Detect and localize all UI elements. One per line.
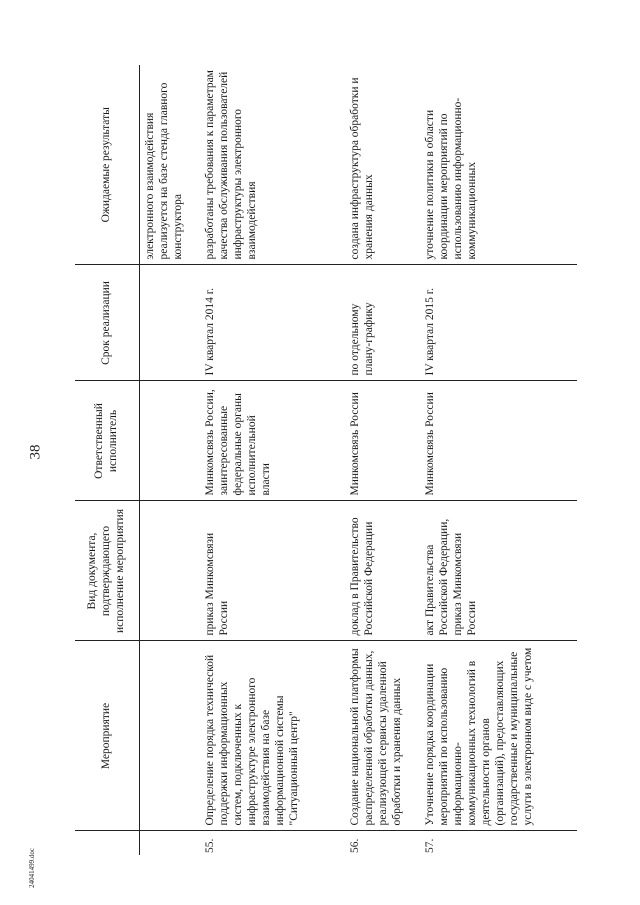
cell-event: Уточнение порядка координации мероприятий по использованию информационно-коммуникационных технологий в деятельности органов (организаций), предоставляющих государственные и муниципальные услуги в электронном виде с учетом — [417, 641, 577, 831]
table-row — [197, 65, 342, 855]
cell-document: приказ Минкомсвязи России — [197, 501, 342, 641]
measures-table — [75, 65, 577, 855]
header-number — [75, 831, 139, 855]
table-header-row — [75, 65, 139, 855]
cell-executor: Минкомсвязь России — [342, 381, 417, 501]
cell-result: создана инфраструктура обработки и хранения данных — [342, 65, 417, 265]
cell-number: 57. — [424, 838, 436, 853]
cell-result: электронного взаимодействия реализуется на базе стенда главного конструктора — [139, 65, 197, 265]
cell-event: Определение порядка технической поддержки информационных систем, подключенных к инфраструктуре электронного взаимодействия на базе информационной системы "Ситуационный центр" — [197, 641, 342, 831]
cell-event: Создание национальной платформы распределенной обработки данных, реализующей сервисы удаленной обработки и хранения данных — [342, 641, 417, 831]
header-document: Вид документа, подтверждающего исполнение мероприятия — [75, 501, 139, 641]
cell-document — [139, 501, 197, 641]
cell-executor: Минкомсвязь России, заинтересованные федеральные органы исполнительной власти — [197, 381, 342, 501]
table-row — [417, 65, 577, 855]
header-result: Ожидаемые результаты — [75, 65, 139, 265]
header-event: Мероприятие — [75, 641, 139, 831]
cell-event — [139, 641, 197, 831]
cell-term: IV квартал 2015 г. — [417, 265, 577, 381]
cell-term: IV квартал 2014 г. — [197, 265, 342, 381]
cell-term — [139, 265, 197, 381]
cell-result: разработаны требования к параметрам качества обслуживания пользователей инфраструктуры электронного взаимодействия — [197, 65, 342, 265]
cell-executor — [139, 381, 197, 501]
cell-number: 55. — [204, 838, 216, 853]
cell-term: по отдельному плану-графику — [342, 265, 417, 381]
page-number: 38 — [27, 444, 44, 460]
cell-result: уточнение политики в области координации мероприятий по использованию информационно-коммуникационных — [417, 65, 577, 265]
cell-executor: Минкомсвязь России — [417, 381, 577, 501]
rotated-table-container — [75, 65, 590, 855]
table-row-continuation — [139, 65, 197, 855]
cell-number: 56. — [349, 838, 361, 853]
cell-document: акт Правительства Российской Федерации, приказ Минкомсвязи России — [417, 501, 577, 641]
header-executor: Ответственный исполнитель — [75, 381, 139, 501]
cell-number — [139, 831, 197, 855]
document-reference: 24041499.doc — [28, 848, 36, 888]
cell-document: доклад в Правительство Российской Федерации — [342, 501, 417, 641]
table-row — [342, 65, 417, 855]
header-term: Срок реализации — [75, 265, 139, 381]
